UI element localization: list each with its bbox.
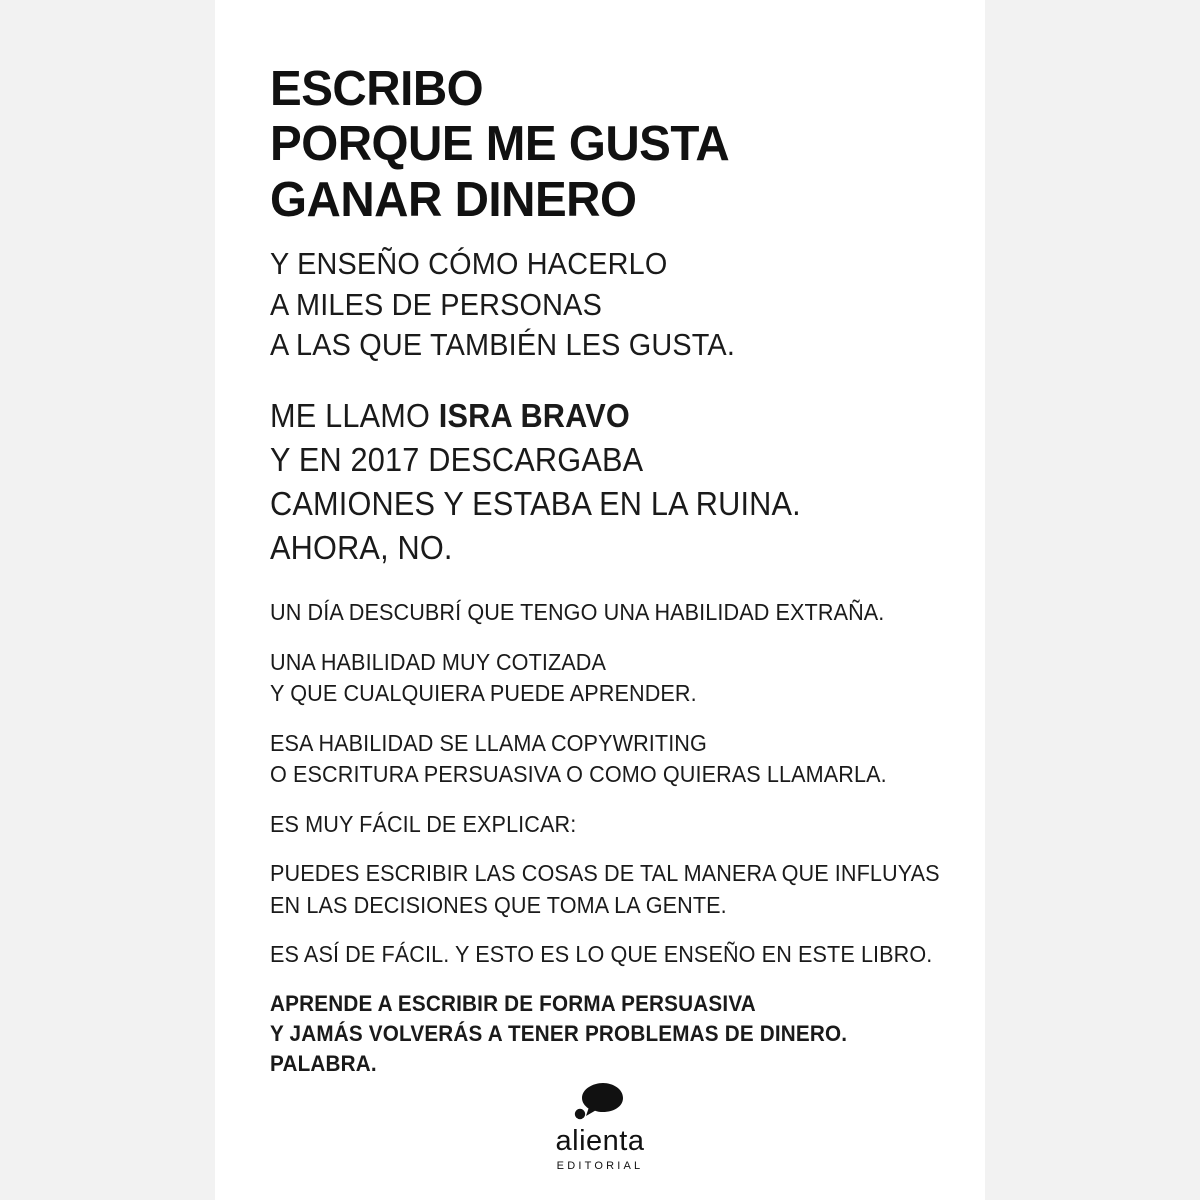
paragraph-line: PUEDES ESCRIBIR LAS COSAS DE TAL MANERA QUE INFLUYAS [270, 860, 940, 887]
intro-line-4: AHORA, NO. [270, 528, 453, 566]
author-intro [270, 394, 925, 570]
paragraph-line: Y JAMÁS VOLVERÁS A TENER PROBLEMAS DE DINERO. [270, 1021, 848, 1047]
paragraph [270, 809, 925, 841]
paragraph-line: UN DÍA DESCUBRÍ QUE TENGO UNA HABILIDAD EXTRAÑA. [270, 599, 885, 626]
paragraph [270, 597, 925, 629]
paragraph [270, 858, 940, 921]
subtitle-line-3: A LAS QUE TAMBIÉN LES GUSTA. [270, 327, 736, 363]
cover-title [270, 62, 925, 228]
paragraph [270, 939, 933, 971]
author-name: ISRA BRAVO [438, 396, 630, 434]
paragraph-line: ES MUY FÁCIL DE EXPLICAR: [270, 810, 577, 837]
intro-line-2: Y EN 2017 DESCARGABA [270, 440, 644, 478]
paragraph-emphasis [270, 989, 925, 1079]
intro-prefix: ME LLAMO [270, 396, 439, 434]
book-cover [215, 0, 985, 1200]
paragraph-line: PALABRA. [270, 1051, 377, 1077]
paragraph-line: O ESCRITURA PERSUASIVA O COMO QUIERAS LLAMARLA. [270, 761, 887, 788]
publisher-tagline: EDITORIAL [556, 1160, 644, 1172]
intro-line-1 [270, 394, 879, 438]
subtitle-line-2: A MILES DE PERSONAS [270, 286, 602, 322]
paragraph-line: ES ASÍ DE FÁCIL. Y ESTO ES LO QUE ENSEÑO EN ESTE LIBRO. [270, 941, 933, 968]
title-line-3: GANAR DINERO [270, 172, 637, 227]
paragraph-line: EN LAS DECISIONES QUE TOMA LA GENTE. [270, 891, 727, 918]
title-line-2: PORQUE ME GUSTA [270, 117, 730, 172]
speech-bubble-icon [573, 1081, 627, 1121]
cover-body-copy [270, 597, 940, 1079]
title-line-1: ESCRIBO [270, 62, 484, 116]
intro-line-3: CAMIONES Y ESTABA EN LA RUINA. [270, 484, 801, 522]
publisher-logo [215, 1081, 985, 1172]
paragraph [270, 728, 925, 791]
paragraph-line: APRENDE A ESCRIBIR DE FORMA PERSUASIVA [270, 990, 756, 1016]
cover-subtitle [270, 244, 925, 366]
paragraph-line: Y QUE CUALQUIERA PUEDE APRENDER. [270, 680, 697, 707]
subtitle-line-1: Y ENSEÑO CÓMO HACERLO [270, 246, 668, 282]
publisher-name: alienta [555, 1125, 645, 1157]
paragraph-line: UNA HABILIDAD MUY COTIZADA [270, 648, 607, 675]
paragraph-line: ESA HABILIDAD SE LLAMA COPYWRITING [270, 729, 707, 756]
paragraph [270, 647, 925, 710]
